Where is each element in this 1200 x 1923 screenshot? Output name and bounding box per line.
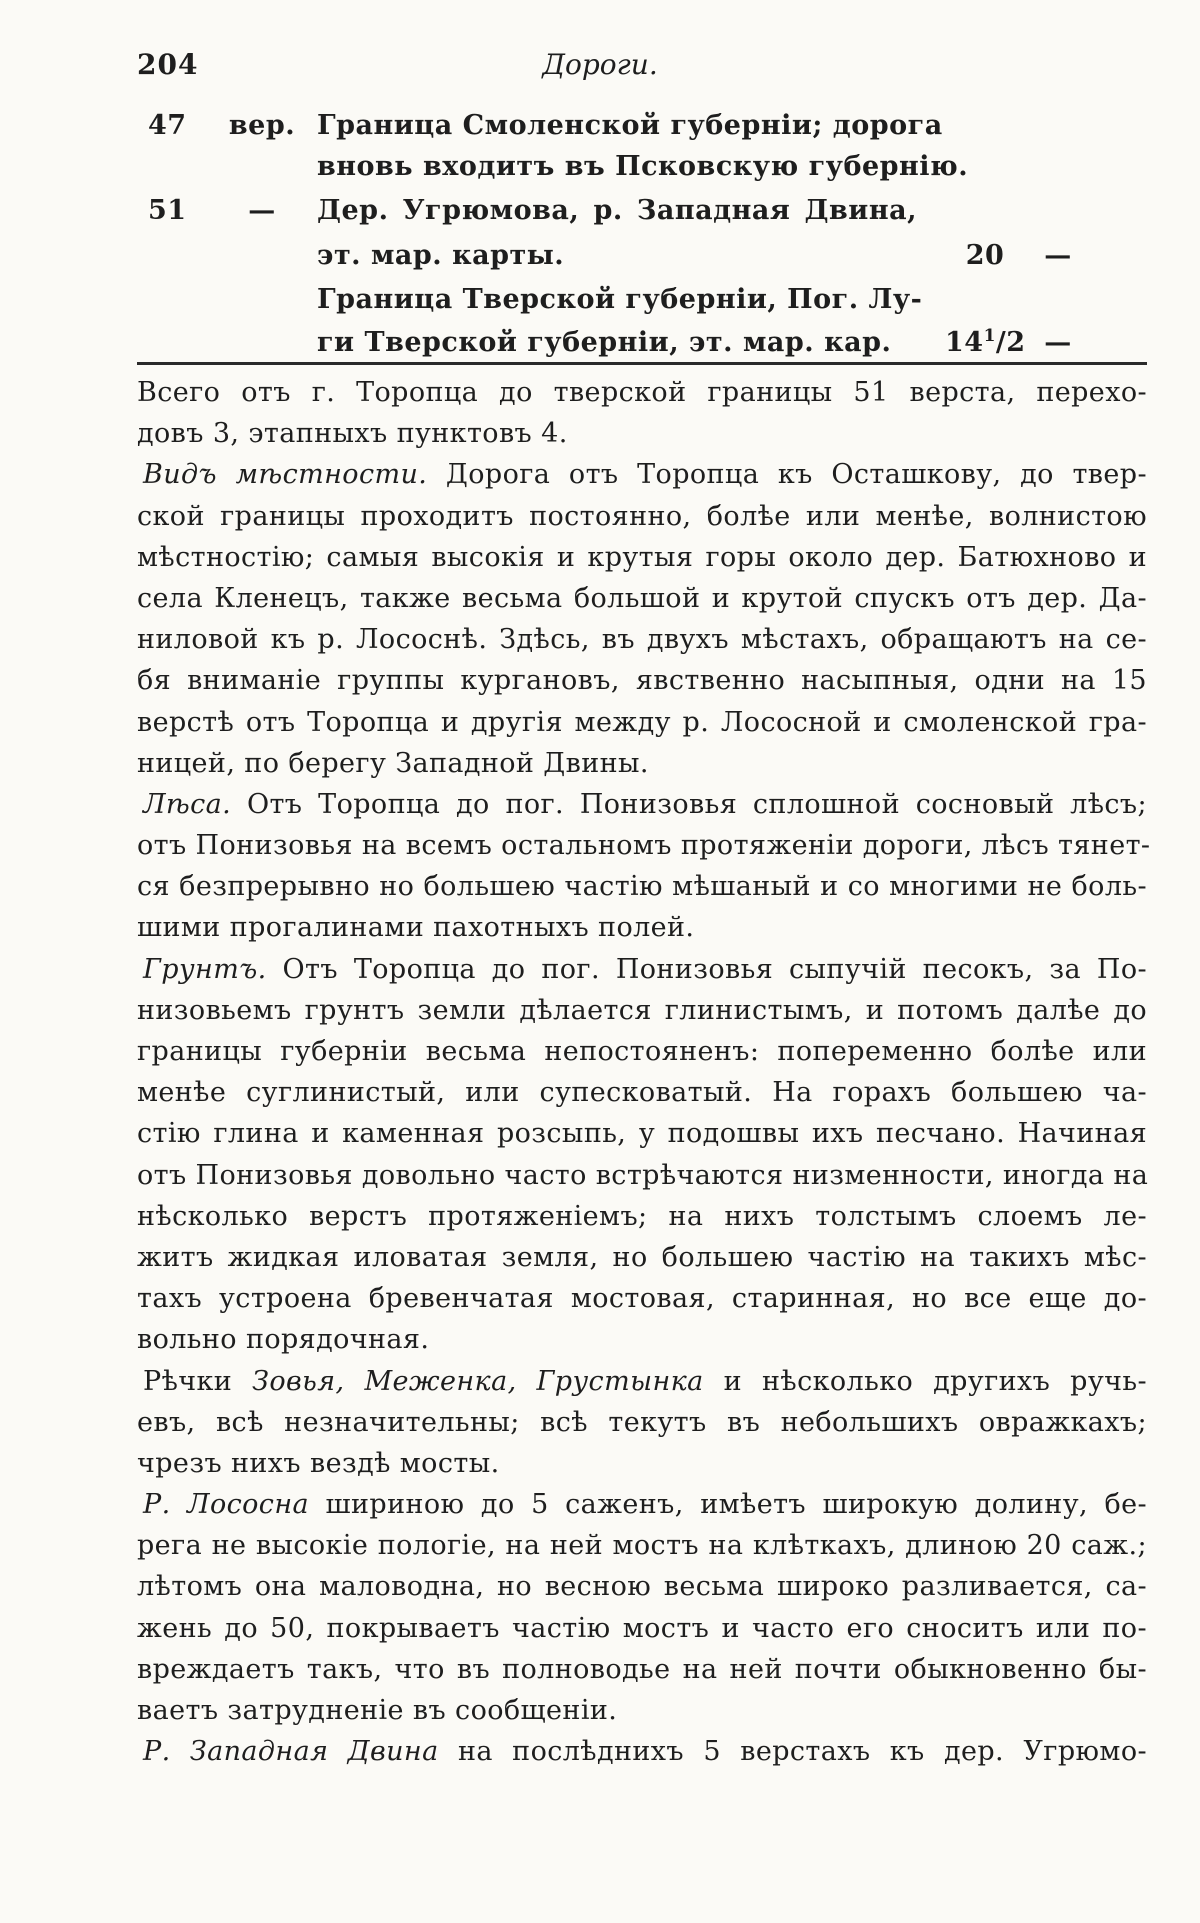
route-row [0,240,1200,280]
section-label-soil: Грунтъ. [143,953,267,985]
stage-fraction-numerator: 1 [983,326,996,346]
text-line [137,784,1147,825]
route-row [0,110,1200,150]
text-line: ской границы проходитъ постоянно, болѣе или менѣе, волнистою [137,500,1147,532]
text-line: тахъ устроена бревенчатая мостовая, старинная, но все еще до- [137,1283,1147,1315]
stage-whole: 14 [945,327,984,358]
route-place: ги Тверской губерніи, эт. мар. кар. [317,327,892,358]
route-place: Дер. Угрюмова, р. Западная Двина, [317,195,917,226]
text-segment: Отъ Торопца до пог. Понизовья сплошной сосновый лѣсъ; [246,788,1147,820]
text-line: мѣстностію; самыя высокія и крутыя горы около дер. Батюхново и [137,541,1147,573]
text-line: лѣтомъ она маловодна, но весною весьма широко разливается, са- [137,1571,1147,1603]
text-line: отъ Понизовья довольно часто встрѣчаются низменности, иногда на [137,1159,1149,1191]
text-line: ницей, по берегу Западной Двины. [137,747,649,779]
text-segment: и нѣсколько другихъ ручь- [723,1365,1148,1397]
route-stage-distance: 20 [965,240,1005,271]
text-line [137,454,1147,495]
text-segment: Дорога отъ Торопца къ Осташкову, до твер- [445,459,1147,491]
text-line [137,1731,1147,1772]
river-name-dvina: Р. Западная Двина [143,1736,439,1768]
text-line: ниловой къ р. Лососнѣ. Здѣсь, въ двухъ мѣстахъ, обращаютъ на се- [137,624,1147,656]
text-line: житъ жидкая иловатая земля, но большею частію на такихъ мѣс- [137,1241,1147,1273]
route-place: Граница Тверской губерніи, Пог. Лу- [317,284,923,315]
text-line: вреждаетъ такъ, что въ полноводье на ней почти обыкновенно бы- [137,1653,1147,1685]
route-stage-distance [945,327,1025,358]
route-place: вновь входитъ въ Псковскую губернію. [317,151,969,182]
route-row [0,327,1200,367]
text-line: верстѣ отъ Торопца и другія между р. Лососной и смоленской гра- [137,706,1147,738]
text-line: бя вниманіе группы кургановъ, явственно насыпныя, одни на 15 [137,665,1147,697]
text-line: евъ, всѣ незначительны; всѣ текутъ въ небольшихъ овражкахъ; [137,1406,1147,1438]
table-divider [137,362,1147,365]
text-segment: Отъ Торопца до пог. Понизовья сыпучій песокъ, за По- [282,953,1147,985]
body-text [137,372,1151,1772]
stream-name: Грустынка [536,1365,704,1397]
text-line: села Кленецъ, также весьма большой и крутой спускъ отъ дер. Да- [137,582,1147,614]
text-line: стію глина и каменная розсыпь, у подошвы ихъ песчано. Начиная [137,1118,1147,1150]
route-stage-unit: — [1044,327,1072,358]
route-row [0,151,1200,191]
text-line: менѣе суглинистый, или супесковатый. На горахъ большею ча- [137,1077,1147,1109]
text-line: чрезъ нихъ вездѣ мосты. [137,1447,500,1479]
text-line [137,1484,1147,1525]
running-title: Дороги. [542,48,658,81]
text-line: жень до 50, покрываетъ частію мостъ и часто его сноситъ или по- [137,1612,1147,1644]
route-unit: — [248,195,276,226]
text-line: низовьемъ грунтъ земли дѣлается глинистымъ, и потомъ далѣе до [137,994,1147,1026]
text-line: Всего отъ г. Торопца до тверской границы 51 верста, перехо- [137,377,1147,408]
text-segment: шириною до 5 саженъ, имѣетъ широкую долину, бе- [325,1489,1147,1521]
text-line: шими прогалинами пахотныхъ полей. [137,912,695,944]
stream-name: Зовья, [252,1365,345,1397]
text-line [137,949,1147,990]
text-segment: на послѣднихъ 5 верстахъ къ дер. Угрюмо- [457,1736,1147,1768]
route-stage-unit: — [1044,240,1072,271]
river-name-lososna: Р. Лососна [143,1489,310,1521]
text-line: рега не высокіе пологіе, на ней мостъ на клѣткахъ, длиною 20 саж.; [137,1530,1147,1562]
text-line: ваетъ затрудненіе въ сообщеніи. [137,1695,618,1726]
route-place: Граница Смоленской губерніи; дорога [317,110,943,141]
page-header [0,48,1200,92]
text-line: довъ 3, этапныхъ пунктовъ 4. [137,418,568,450]
text-line: вольно порядочная. [137,1324,430,1356]
route-distance: 51 [148,195,187,226]
text-line: ся безпрерывно но большею частію мѣшаный и со многими не боль- [137,871,1147,903]
route-row [0,284,1200,324]
text-line: границы губерніи весьма непостояненъ: попеременно болѣе или [137,1036,1147,1067]
text-segment: Рѣчки [143,1365,233,1397]
text-line [137,1361,1147,1402]
section-label-forests: Лѣса. [143,788,232,820]
page-number: 204 [137,48,199,81]
route-row [0,195,1200,235]
text-line: нѣсколько верстъ протяженіемъ; на нихъ толстымъ слоемъ ле- [137,1200,1147,1232]
stream-name: Меженка, [364,1365,517,1397]
stage-fraction-denominator: /2 [995,327,1026,358]
route-distance: 47 [148,110,187,141]
section-label-terrain: Видъ мѣстности. [143,459,428,491]
route-unit: вер. [228,110,296,141]
route-place: эт. мар. карты. [317,240,565,271]
text-line: отъ Понизовья на всемъ остальномъ протяженіи дороги, лѣсъ тянет- [137,830,1151,862]
